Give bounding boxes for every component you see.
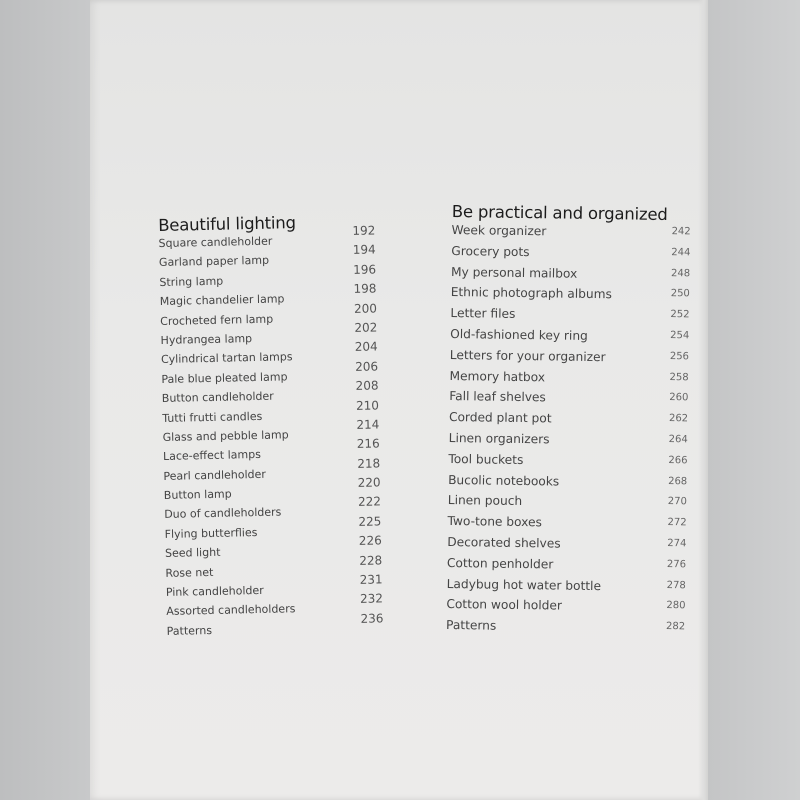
toc-entry-page-number: 264 [668, 434, 688, 446]
toc-entry-title: Letter files [450, 306, 516, 322]
toc-entry-title: Two-tone boxes [447, 514, 542, 530]
toc-entry-title: Tutti frutti candles [162, 409, 263, 425]
toc-entry-page-number: 228 [359, 553, 383, 568]
toc-entry-title: Patterns [445, 618, 497, 633]
toc-entry-title: My personal mailbox [450, 264, 578, 281]
toc-entry-title: Assorted candleholders [166, 602, 296, 619]
toc-entry-title: Linen pouch [447, 493, 523, 509]
toc-entry-title: Corded plant pot [448, 410, 552, 426]
toc-entry-page-number: 260 [669, 392, 689, 404]
toc-entry-title: Patterns [166, 623, 213, 638]
toc-entry-page-number: 225 [358, 514, 382, 529]
toc-entry-page-number: 214 [356, 417, 380, 432]
toc-entry-title: Magic chandelier lamp [159, 292, 285, 309]
toc-entry-page-number: 278 [666, 579, 686, 591]
toc-entry-page-number: 192 [352, 223, 376, 238]
toc-entry-title: Memory hatbox [449, 368, 546, 384]
toc-entry-page-number: 216 [356, 436, 380, 452]
toc-entry-title: Ethnic photograph albums [450, 285, 612, 302]
toc-entry-page-number: 272 [667, 517, 687, 529]
toc-entry-title: Ladybug hot water bottle [446, 576, 602, 593]
toc-entry-title: Letters for your organizer [449, 347, 606, 364]
toc-entry-title: Glass and pebble lamp [162, 428, 289, 444]
background-right [708, 0, 800, 800]
toc-entry-page-number: 270 [667, 496, 688, 508]
toc-entry-page-number: 266 [668, 454, 688, 467]
toc-entry-page-number: 198 [353, 281, 377, 297]
toc-entry-page-number: 231 [359, 572, 383, 587]
toc-entry-page-number: 282 [666, 621, 686, 633]
toc-list [446, 223, 692, 642]
toc-entry-title: Flying butterflies [164, 525, 258, 541]
toc-entry-page-number: 248 [670, 267, 691, 279]
toc-entry-page-number: 276 [666, 558, 687, 571]
toc-entry-page-number: 220 [357, 475, 381, 490]
toc-entry-title: Button candleholder [161, 389, 274, 406]
toc-entry-page-number: 196 [353, 262, 377, 277]
toc-entry-title: Button lamp [163, 487, 232, 503]
toc-entry-page-number: 208 [355, 378, 379, 394]
toc-entry-page-number: 268 [668, 475, 688, 487]
toc-entry-title: Grocery pots [451, 243, 530, 259]
toc-entry-page-number: 204 [354, 339, 378, 355]
toc-entry-page-number: 262 [668, 413, 689, 425]
toc-entry-title: Decorated shelves [447, 534, 561, 551]
toc-entry-title: Hydrangea lamp [160, 332, 253, 347]
toc-entry-title: Seed light [164, 546, 221, 561]
toc-entry-title: Square candleholder [158, 234, 273, 250]
toc-entry-page-number: 218 [357, 456, 381, 471]
toc-entry-title: Old-fashioned key ring [450, 326, 588, 343]
toc-entry-page-number: 254 [670, 330, 690, 342]
section-heading: Be practical and organized [451, 202, 668, 225]
toc-entry-page-number: 274 [667, 537, 687, 550]
toc-entry-title: Rose net [165, 565, 214, 580]
toc-entry-page-number: 236 [360, 611, 384, 626]
toc-entry-page-number: 194 [352, 242, 376, 258]
toc-entry-page-number: 206 [355, 359, 379, 374]
toc-entry-title: Tool buckets [448, 451, 524, 467]
toc-entry-title: Cotton penholder [446, 555, 554, 572]
toc-entry-page-number: 256 [669, 350, 690, 363]
toc-entry-page-number: 202 [354, 320, 378, 335]
toc-entry-page-number: 252 [670, 309, 690, 321]
toc-entry-title: Garland paper lamp [158, 254, 270, 270]
page-edge [698, 0, 708, 800]
toc-entry-page-number: 210 [355, 397, 380, 413]
toc-entry-page-number: 258 [669, 371, 689, 383]
toc-entry-title: Lace-effect lamps [162, 448, 262, 464]
toc-entry-title: String lamp [159, 274, 224, 289]
toc-entry-page-number: 244 [671, 246, 691, 259]
section-beautiful-lighting [158, 211, 397, 644]
toc-entry-title: Cylindrical tartan lamps [160, 350, 293, 367]
toc-entry-title: Crocheted fern lamp [160, 312, 274, 328]
background-left [0, 0, 90, 800]
section-heading: Beautiful lighting [158, 213, 297, 235]
toc-entry-page-number: 280 [666, 600, 686, 612]
toc-entry-page-number: 226 [358, 533, 382, 549]
toc-entry-title: Duo of candleholders [164, 505, 282, 522]
toc-entry [446, 618, 686, 642]
toc-entry-title: Cotton wool holder [446, 597, 563, 613]
toc-entry-page-number: 200 [353, 301, 378, 316]
toc-entry-page-number: 222 [357, 494, 382, 510]
toc-entry-page-number: 250 [670, 288, 690, 300]
toc-entry-title: Pearl candleholder [163, 467, 266, 483]
toc-entry-title: Pale blue pleated lamp [161, 370, 288, 386]
toc-entry-title: Week organizer [451, 222, 547, 239]
toc-entry-page-number: 232 [359, 591, 384, 607]
toc-entry-title: Pink candleholder [165, 583, 264, 599]
toc-entry-title: Bucolic notebooks [448, 472, 560, 489]
section-be-practical [446, 202, 692, 642]
toc-entry-page-number: 242 [671, 226, 691, 238]
toc-entry-title: Linen organizers [448, 430, 550, 447]
toc-entry-title: Fall leaf shelves [449, 389, 546, 405]
